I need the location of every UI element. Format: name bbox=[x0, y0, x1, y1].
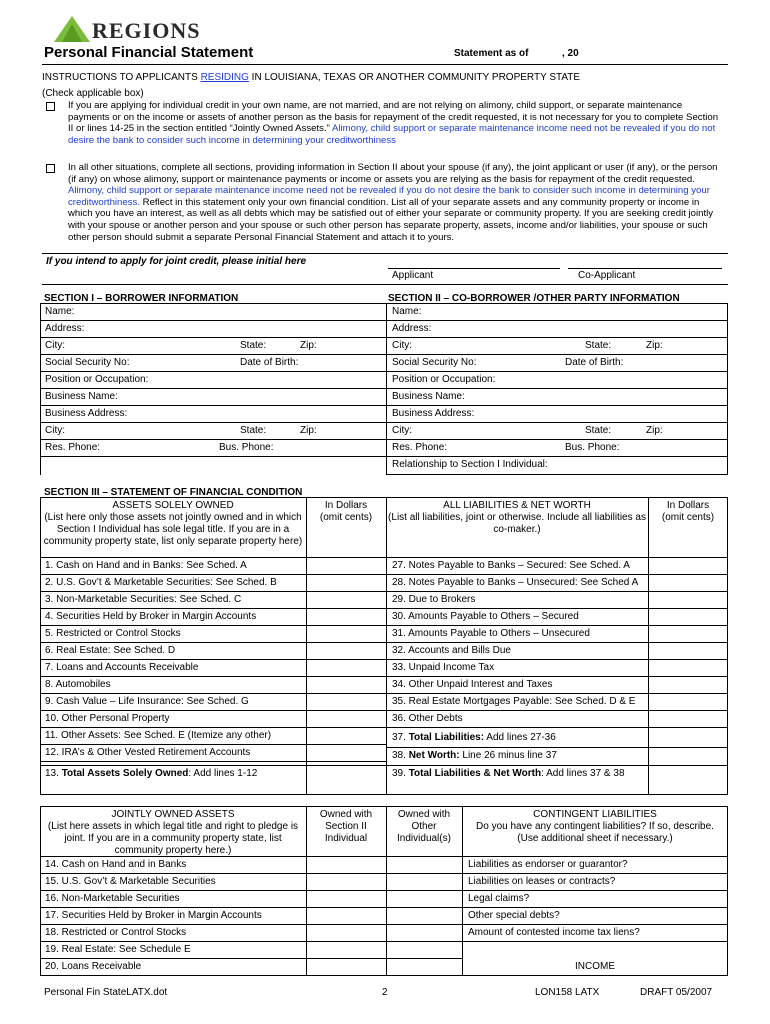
liability-row[interactable]: 35. Real Estate Mortgages Payable: See Sched. D & E bbox=[392, 696, 636, 707]
s2-zip-field[interactable]: Zip: bbox=[646, 340, 663, 351]
owned-with-section2-head: Owned with Section II Individual bbox=[319, 809, 373, 844]
liability-row[interactable]: 32. Accounts and Bills Due bbox=[392, 645, 511, 656]
joint-asset-row[interactable]: 20. Loans Receivable bbox=[45, 961, 142, 972]
s1-bizaddr-field[interactable]: Business Address: bbox=[45, 408, 128, 419]
assets-dollars-head: In Dollars (omit cents) bbox=[319, 500, 373, 523]
footer-file: Personal Fin StateLATX.dot bbox=[44, 987, 168, 998]
jointly-owned-head: JOINTLY OWNED ASSETS (List here assets in which legal title and right to pledge is joint. If you are in a community property state, list community property here.) bbox=[47, 809, 299, 856]
liability-row[interactable]: 28. Notes Payable to Banks – Unsecured: See Sched A bbox=[392, 577, 639, 588]
borrower-info-table bbox=[40, 303, 728, 475]
section3-title: SECTION III – STATEMENT OF FINANCIAL CONDITION bbox=[44, 487, 303, 498]
s2-ssn-field[interactable]: Social Security No: bbox=[392, 357, 477, 368]
instructions-paragraph-2: In all other situations, complete all sections, providing information in Section II about your spouse (if any), the joint applicant or user (if any), or the person (if any) on whose alimony, support or maintenance payments or income or assets you are relying as the basis for repayment of the credit requested. Alimony, child support or separate maintenance income need not be revealed if you do not desire the bank to consider such income in determining your creditworthiness. Reflect in this statement only your own financial condition. List all of your separate assets and any community property or income in which you have an interest, as well as all debts which may be satisfied out of either your separate or community property. If you are seeking credit jointly with your spouse or another person and your spouse or such other person has separate property, assets, income and/or liabilities, your spouse or such other person should submit a separate Personal Financial Statement and attach it to yours. bbox=[68, 162, 718, 243]
asset-row[interactable]: 10. Other Personal Property bbox=[45, 713, 170, 724]
s2-dob-field[interactable]: Date of Birth: bbox=[565, 357, 624, 368]
s2-bizaddr-field[interactable]: Business Address: bbox=[392, 408, 475, 419]
joint-asset-row[interactable]: 19. Real Estate: See Schedule E bbox=[45, 944, 191, 955]
joint-asset-row[interactable]: 15. U.S. Gov’t & Marketable Securities bbox=[45, 876, 216, 887]
section2-title: SECTION II – CO-BORROWER /OTHER PARTY INFORMATION bbox=[388, 293, 680, 304]
s2-state2-field[interactable]: State: bbox=[585, 425, 612, 436]
section1-title: SECTION I – BORROWER INFORMATION bbox=[44, 293, 239, 304]
s2-relationship-field[interactable]: Relationship to Section I Individual: bbox=[392, 459, 548, 470]
page-title: Personal Financial Statement bbox=[44, 44, 254, 61]
footer-page-number: 2 bbox=[382, 987, 388, 998]
instructions-heading: INSTRUCTIONS TO APPLICANTS RESIDING IN LOUISIANA, TEXAS OR ANOTHER COMMUNITY PROPERTY STATE bbox=[42, 72, 581, 83]
applicant-label: Applicant bbox=[392, 270, 434, 281]
contingent-head: CONTINGENT LIABILITIES Do you have any contingent liabilities? If so, describe. (Use additional sheet if necessary.) bbox=[476, 809, 714, 844]
liability-row[interactable]: 30. Amounts Payable to Others – Secured bbox=[392, 611, 579, 622]
s1-address-field[interactable]: Address: bbox=[45, 323, 85, 334]
asset-row[interactable]: 8. Automobiles bbox=[45, 679, 111, 690]
s1-zip-field[interactable]: Zip: bbox=[300, 340, 317, 351]
asset-row[interactable]: 5. Restricted or Control Stocks bbox=[45, 628, 181, 639]
s1-city2-field[interactable]: City: bbox=[45, 425, 65, 436]
joint-asset-row[interactable]: 14. Cash on Hand and in Banks bbox=[45, 859, 187, 870]
footer-form-code: LON158 LATX bbox=[535, 987, 600, 998]
joint-asset-row[interactable]: 16. Non-Marketable Securities bbox=[45, 893, 180, 904]
owned-with-other-head: Owned with Other Individual(s) bbox=[397, 809, 451, 844]
liability-row[interactable]: 31. Amounts Payable to Others – Unsecured bbox=[392, 628, 590, 639]
contingent-liability-row[interactable]: Legal claims? bbox=[468, 893, 530, 904]
s2-address-field[interactable]: Address: bbox=[392, 323, 432, 334]
s2-name-field[interactable]: Name: bbox=[392, 306, 422, 317]
income-head: INCOME bbox=[575, 961, 615, 972]
asset-row[interactable]: 3. Non-Marketable Securities: See Sched. C bbox=[45, 594, 242, 605]
s1-state-field[interactable]: State: bbox=[240, 340, 267, 351]
regions-logo-icon bbox=[52, 14, 92, 44]
checkbox-individual[interactable] bbox=[46, 102, 55, 111]
s2-position-field[interactable]: Position or Occupation: bbox=[392, 374, 496, 385]
asset-row[interactable]: 12. IRA’s & Other Vested Retirement Accounts bbox=[45, 747, 251, 758]
checkbox-other[interactable] bbox=[46, 164, 55, 173]
logo-text: REGIONS bbox=[92, 18, 201, 43]
s2-city2-field[interactable]: City: bbox=[392, 425, 412, 436]
s1-state2-field[interactable]: State: bbox=[240, 425, 267, 436]
statement-as-of-label: Statement as of bbox=[454, 48, 529, 59]
asset-row[interactable]: 9. Cash Value – Life Insurance: See Sched. G bbox=[45, 696, 249, 707]
assets-solely-owned-head: ASSETS SOLELY OWNED (List here only those assets not jointly owned and in which Section I Individual has sole legal title. If you are in a community property state, list only separate property here) bbox=[43, 500, 303, 547]
s2-busphone-field[interactable]: Bus. Phone: bbox=[565, 442, 620, 453]
liabilities-dollars-head: In Dollars (omit cents) bbox=[661, 500, 715, 523]
asset-row[interactable]: 11. Other Assets: See Sched. E (Itemize any other) bbox=[45, 730, 272, 741]
s2-city-field[interactable]: City: bbox=[392, 340, 412, 351]
asset-row[interactable]: 2. U.S. Gov’t & Marketable Securities: See Sched. B bbox=[45, 577, 277, 588]
joint-credit-prompt: If you intend to apply for joint credit, please initial here bbox=[46, 256, 307, 267]
contingent-liability-row[interactable]: Liabilities on leases or contracts? bbox=[468, 876, 616, 887]
s1-bizname-field[interactable]: Business Name: bbox=[45, 391, 118, 402]
total-assets-row: 13. Total Assets Solely Owned: Add lines 1-12 bbox=[45, 768, 258, 779]
statement-year-label: , 20 bbox=[562, 48, 579, 59]
contingent-liability-row[interactable]: Other special debts? bbox=[468, 910, 560, 921]
s1-resphone-field[interactable]: Res. Phone: bbox=[45, 442, 101, 453]
coapplicant-label: Co-Applicant bbox=[578, 270, 636, 281]
contingent-liability-row[interactable]: Amount of contested income tax liens? bbox=[468, 927, 640, 938]
footer-draft: DRAFT 05/2007 bbox=[640, 987, 713, 998]
asset-row[interactable]: 4. Securities Held by Broker in Margin Accounts bbox=[45, 611, 257, 622]
liability-row[interactable]: 33. Unpaid Income Tax bbox=[392, 662, 495, 673]
residing-link[interactable]: RESIDING bbox=[200, 72, 249, 83]
s1-zip2-field[interactable]: Zip: bbox=[300, 425, 317, 436]
s1-dob-field[interactable]: Date of Birth: bbox=[240, 357, 299, 368]
s1-ssn-field[interactable]: Social Security No: bbox=[45, 357, 130, 368]
check-applicable: (Check applicable box) bbox=[42, 88, 144, 99]
s1-city-field[interactable]: City: bbox=[45, 340, 65, 351]
s1-busphone-field[interactable]: Bus. Phone: bbox=[219, 442, 274, 453]
liability-row[interactable]: 36. Other Debts bbox=[392, 713, 463, 724]
s2-resphone-field[interactable]: Res. Phone: bbox=[392, 442, 448, 453]
liability-row[interactable]: 34. Other Unpaid Interest and Taxes bbox=[392, 679, 553, 690]
s1-position-field[interactable]: Position or Occupation: bbox=[45, 374, 149, 385]
asset-row[interactable]: 6. Real Estate: See Sched. D bbox=[45, 645, 176, 656]
asset-row[interactable]: 7. Loans and Accounts Receivable bbox=[45, 662, 199, 673]
liability-row[interactable]: 27. Notes Payable to Banks – Secured: See Sched. A bbox=[392, 560, 630, 571]
instructions-paragraph-1: If you are applying for individual credit in your own name, are not married, and are not relying on alimony, child support, or separate maintenance payments or on the income or assets of another person as the basis for repayment of the credit requested, it is not necessary for you to complete Section II or lines 14-25 in the section entitled “Jointly Owned Assets.” Alimony, child support or separate maintenance income need not be revealed if you do not desire the bank to consider such income in determining your creditworthiness bbox=[68, 100, 719, 146]
s2-zip2-field[interactable]: Zip: bbox=[646, 425, 663, 436]
contingent-liability-row[interactable]: Liabilities as endorser or guarantor? bbox=[468, 859, 628, 870]
net-worth-row: 38. Net Worth: Line 26 minus line 37 bbox=[392, 750, 557, 761]
total-liabilities-net-worth-row: 39. Total Liabilities & Net Worth: Add lines 37 & 38 bbox=[392, 768, 625, 779]
total-liabilities-row: 37. Total Liabilities: Add lines 27-36 bbox=[392, 732, 556, 743]
liability-row[interactable]: 29. Due to Brokers bbox=[392, 594, 476, 605]
joint-asset-row[interactable]: 18. Restricted or Control Stocks bbox=[45, 927, 187, 938]
liabilities-head: ALL LIABILITIES & NET WORTH (List all liabilities, joint or otherwise. Include all liabilities as co-maker.) bbox=[388, 500, 646, 535]
s2-bizname-field[interactable]: Business Name: bbox=[392, 391, 465, 402]
asset-row[interactable]: 1. Cash on Hand and in Banks: See Sched. A bbox=[45, 560, 247, 571]
joint-asset-row[interactable]: 17. Securities Held by Broker in Margin Accounts bbox=[45, 910, 262, 921]
s2-state-field[interactable]: State: bbox=[585, 340, 612, 351]
s1-name-field[interactable]: Name: bbox=[45, 306, 75, 317]
